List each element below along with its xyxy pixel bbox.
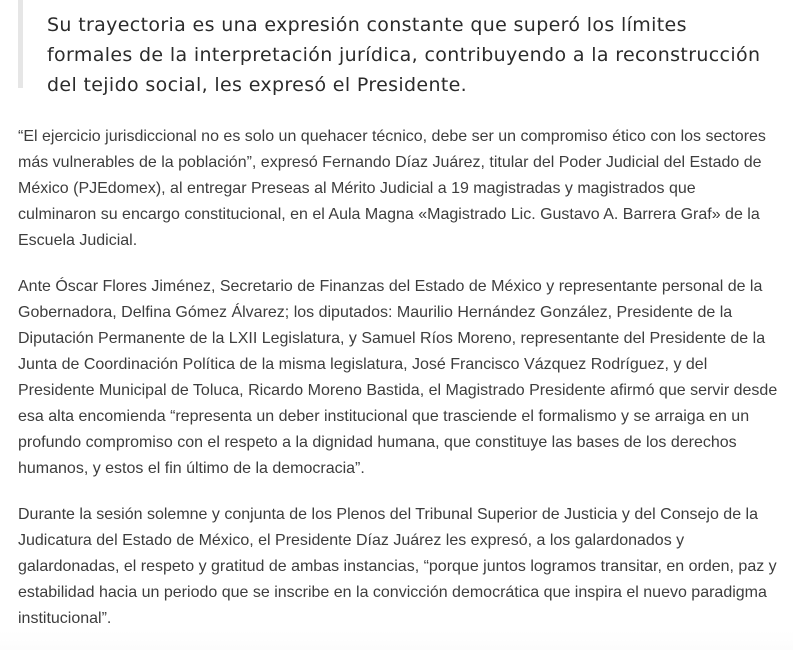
article-paragraph-2: Ante Óscar Flores Jiménez, Secretario de Finanzas del Estado de México y representante personal de la Gobernadora, Delfina Gómez Álvarez; los diputados: Maurilio Hernández González, Presidente de la Diputación Permanente de la LXII Legislatura, y Samuel Ríos Moreno, representante del Presidente de la Junta de Coordinación Política de la misma legislatura, José Francisco Vázquez Rodríguez, y del Presidente Municipal de Toluca, Ricardo Moreno Bastida, el Magistrado Presidente afirmó que servir desde esa alta encomienda “representa un deber institucional que trasciende el formalismo y se arraiga en un profundo compromiso con el respeto a la dignidad humana, que constituye las bases de los derechos humanos, y estos el fin último de la democracia”. xyxy=(18,278,778,477)
article-body xyxy=(18,124,778,632)
article-paragraph-3: Durante la sesión solemne y conjunta de los Plenos del Tribunal Superior de Justicia y del Consejo de la Judicatura del Estado de México, el Presidente Díaz Juárez les expresó, a los galardonados y galardonadas, el respeto y gratitud de ambas instancias, “porque juntos logramos transitar, en orden, paz y estabilidad hacia un periodo que se inscribe en la convicción democrática que inspira el nuevo paradigma institucional”. xyxy=(18,506,777,627)
article-content xyxy=(18,0,778,632)
article-paragraph-1: “El ejercicio jurisdiccional no es solo un quehacer técnico, debe ser un compromiso ético con los sectores más vulnerables de la población”, expresó Fernando Díaz Juárez, titular del Poder Judicial del Estado de México (PJEdomex), al entregar Preseas al Mérito Judicial a 19 magistradas y magistrados que culminaron su encargo constitucional, en el Aula Magna «Magistrado Lic. Gustavo A. Barrera Graf» de la Escuela Judicial. xyxy=(18,128,766,249)
bottom-fade xyxy=(0,630,793,650)
pull-quote-text: Su trayectoria es una expresión constante que superó los límites formales de la interpretación jurídica, contribuyendo a la reconstrucción del tejido social, les expresó el Presidente. xyxy=(47,14,761,96)
pull-quote xyxy=(18,0,778,96)
